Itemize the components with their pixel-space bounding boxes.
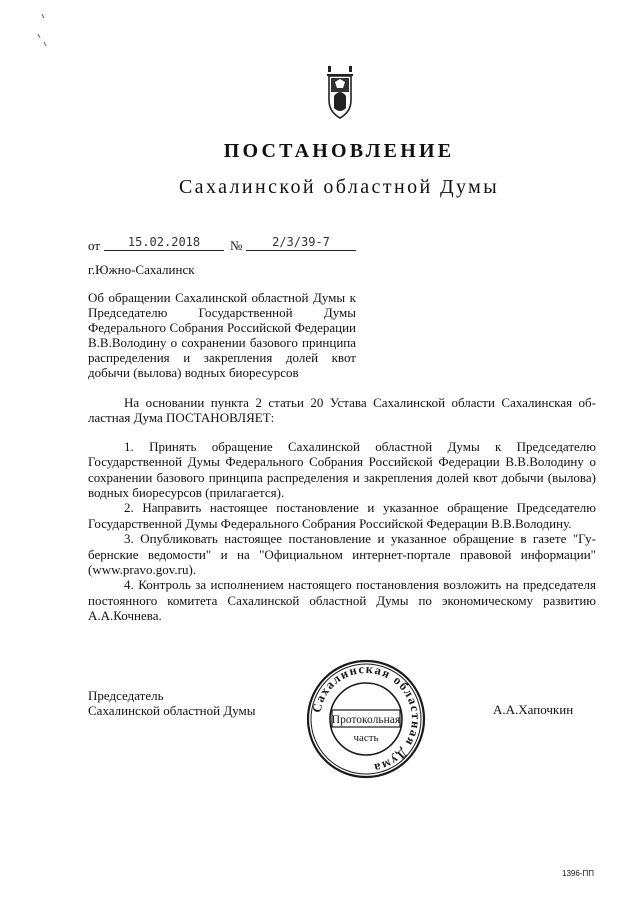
document-date: 15.02.2018 — [104, 236, 224, 251]
preamble — [88, 395, 596, 426]
subject-block — [88, 290, 356, 380]
subject-line: Председателю Государственной Думы — [88, 305, 356, 320]
document-body — [88, 395, 596, 624]
item-line: бернские ведомости" и на "Официальном интернет-портале правовой информации" — [88, 546, 596, 562]
city-line: г.Южно-Сахалинск — [88, 262, 195, 277]
item-1 — [88, 439, 596, 501]
date-prefix: от — [88, 238, 101, 253]
item-line: водных биоресурсов (прилагается). — [88, 485, 285, 501]
number-prefix: № — [230, 238, 243, 253]
document-subtitle: Сахалинской областной Думы — [178, 176, 500, 198]
item-line: 3. Опубликовать настоящее постановление и указанное обращение в газете "Гу- — [124, 531, 596, 547]
item-line: постоянного комитета Сахалинской областной Думы по экономическому развитию — [88, 592, 596, 608]
subject-line: Об обращении Сахалинской областной Думы к — [88, 290, 356, 305]
item-4 — [88, 577, 596, 623]
item-line: 2. Направить настоящее постановление и указанное обращение Председателю — [124, 500, 596, 516]
footer-code: 1396-ПП — [562, 869, 594, 878]
subject-line: Федерального Собрания Российской Федерации — [88, 320, 356, 335]
official-stamp — [305, 658, 427, 780]
item-line: А.А.Кочнева. — [88, 608, 162, 624]
coat-of-arms-emblem — [326, 66, 354, 120]
item-line: Государственной Думы Федерального Собрания Российской Федерации В.В.Володину о — [88, 454, 596, 470]
item-2 — [88, 500, 596, 531]
item-line: (www.pravo.gov.ru). — [88, 562, 197, 578]
item-line: 4. Контроль за исполнением настоящего постановления возложить на председателя — [124, 577, 596, 593]
subject-line: добычи (вылова) водных биоресурсов — [88, 365, 299, 380]
stamp-ring-text: Сахалинская областная Дума — [309, 661, 424, 776]
stamp-center-line2: часть — [353, 732, 379, 744]
subject-line: распределения и закрепления долей квот — [88, 350, 356, 365]
document-title: ПОСТАНОВЛЕНИЕ — [223, 140, 455, 162]
signatory-name: А.А.Хапочкин — [493, 702, 574, 717]
document-number: 2/3/39-7 — [246, 236, 356, 251]
position-line: Сахалинской областной Думы — [88, 703, 256, 718]
item-line: Государственной Думы Федерального Собрания Российской Федерации В.В.Володину. — [88, 515, 572, 531]
scan-mark — [30, 12, 50, 52]
item-line: 1. Принять обращение Сахалинской областной Думы к Председателю — [124, 438, 596, 454]
preamble-line: На основании пункта 2 статьи 20 Устава Сахалинской области Сахалинская об- — [124, 395, 596, 410]
subject-line: В.В.Володину о сохранении базового принципа — [88, 335, 356, 350]
date-number-line — [88, 236, 388, 256]
preamble-line: ластная Дума ПОСТАНОВЛЯЕТ: — [88, 410, 275, 426]
position-line: Председатель — [88, 688, 164, 703]
item-3 — [88, 531, 596, 577]
item-line: сохранении базового принципа распределения и закрепления долей квот добычи (вылова) — [88, 469, 596, 485]
stamp-center-line1: Протокольная — [331, 714, 401, 726]
signatory-position — [88, 688, 256, 718]
